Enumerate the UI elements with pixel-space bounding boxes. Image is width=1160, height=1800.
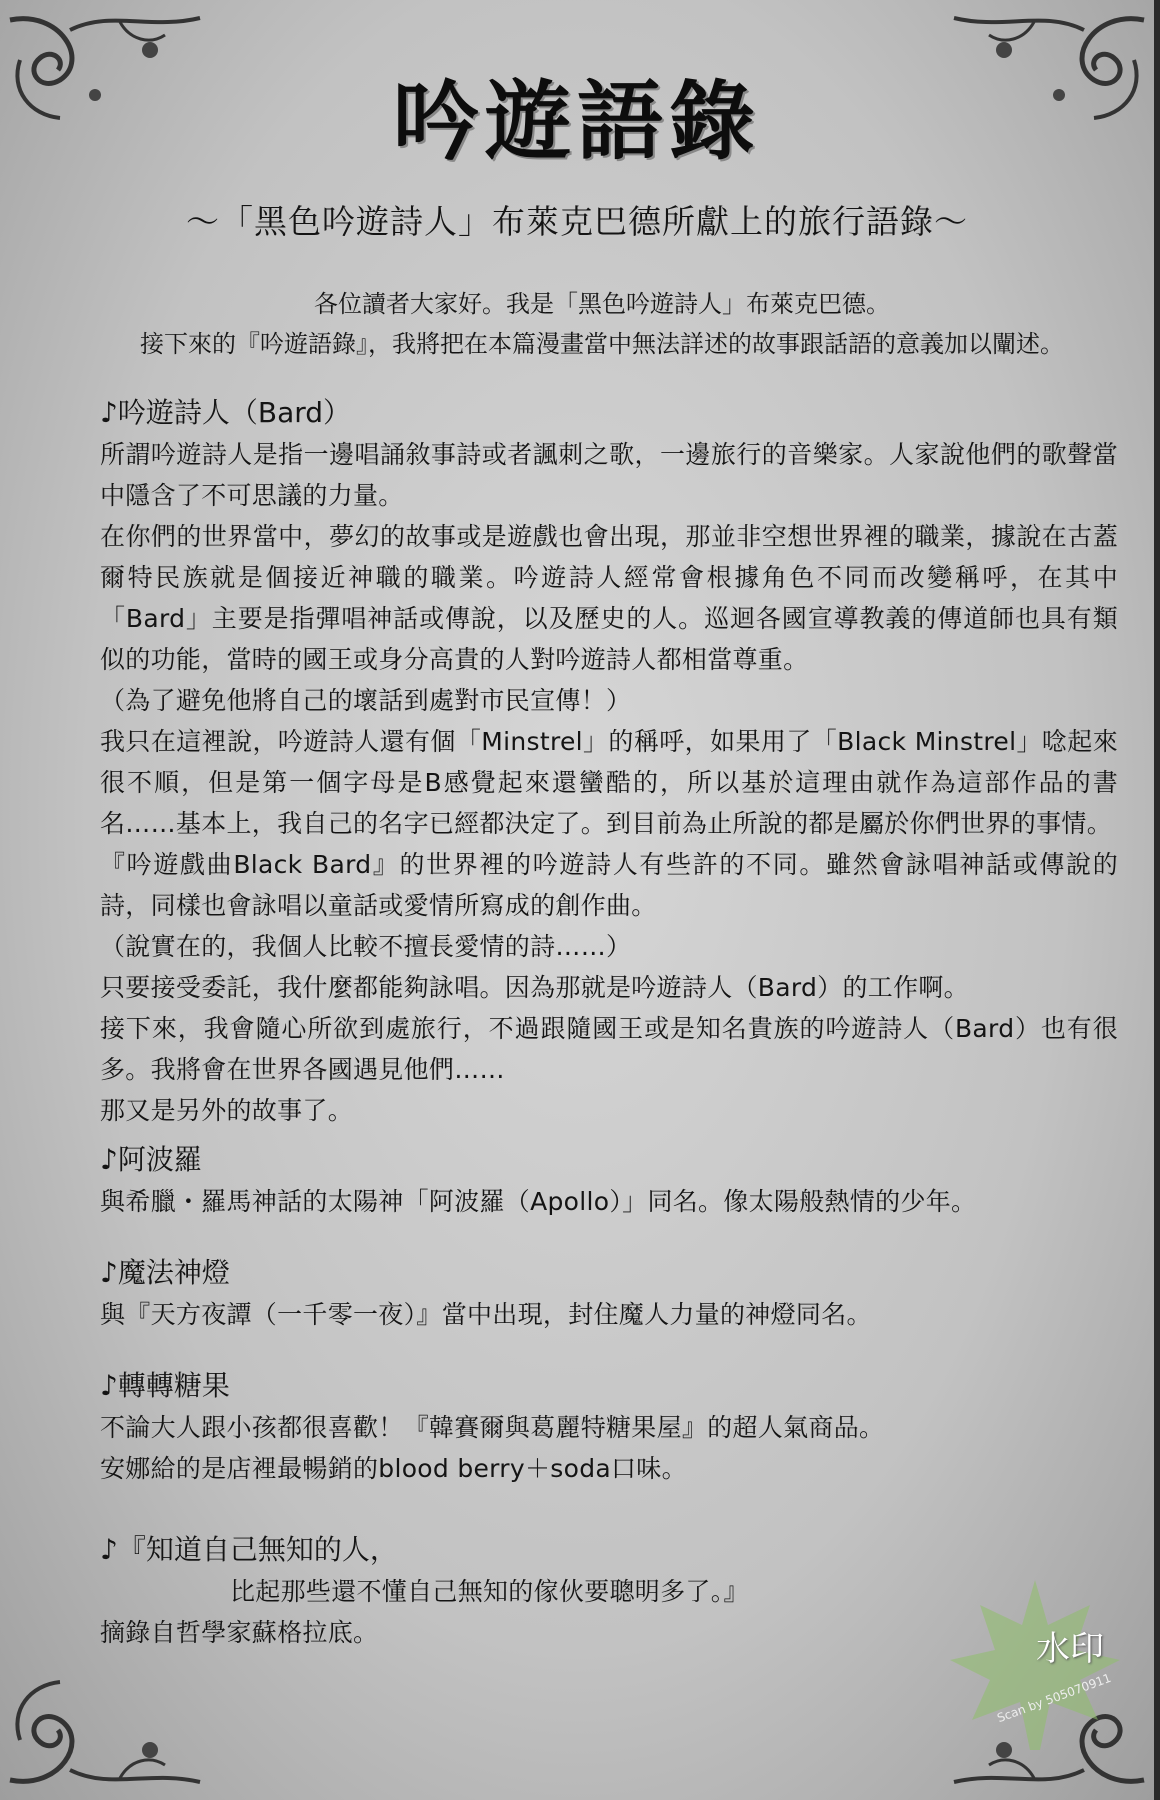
- paragraph: 安娜給的是店裡最暢銷的blood berry＋soda口味。: [100, 1454, 687, 1483]
- spacer: [100, 1131, 1118, 1139]
- paragraph: （說實在的，我個人比較不擅長愛情的詩……）: [100, 932, 632, 961]
- intro-line: 各位讀者大家好。我是「黑色吟遊詩人」布萊克巴德。: [314, 290, 890, 318]
- spacer: [100, 1222, 1118, 1252]
- spacer: [100, 1335, 1118, 1365]
- paragraph: 我只在這裡說，吟遊詩人還有個「Minstrel」的稱呼，如果用了「Black Minstrel」唸起來很不順，但是第一個字母是B感覺起來還蠻酷的，所以基於這理由就作為這部作品的書名……基本上，我自己的名字已經都決定了。到目前為止所說的都是屬於你們世界的事情。: [100, 727, 1118, 838]
- paragraph: 只要接受委託，我什麼都能夠詠唱。因為那就是吟遊詩人（Bard）的工作啊。: [100, 973, 969, 1002]
- paragraph: 不論大人跟小孩都很喜歡！『韓賽爾與葛麗特糖果屋』的超人氣商品。: [100, 1413, 885, 1442]
- section-candy: [100, 1365, 1118, 1489]
- paragraph: （為了避免他將自己的壞話到處對市民宣傳！）: [100, 686, 632, 715]
- corner-ornament-bottom-left: [0, 1670, 230, 1800]
- paragraph: 在你們的世界當中，夢幻的故事或是遊戲也會出現，那並非空想世界裡的職業，據說在古蓋爾特民族就是個接近神職的職業。吟遊詩人經常會根據角色不同而改變稱呼，在其中「Bard」主要是指彈唱神話或傳說，以及歷史的人。巡迴各國宣導教義的傳道師也具有類似的功能，當時的國王或身分高貴的人對吟遊詩人都相當尊重。: [100, 522, 1118, 674]
- page-subtitle: ～「黑色吟遊詩人」布萊克巴德所獻上的旅行語錄～: [186, 202, 968, 241]
- section-heading: ♪阿波羅: [100, 1143, 202, 1176]
- quote-line: 比起那些還不懂自己無知的傢伙要聰明多了。』: [230, 1577, 749, 1606]
- section-heading: ♪吟遊詩人（Bard）: [100, 396, 352, 429]
- intro-line: 接下來的『吟遊語錄』，我將把在本篇漫畫當中無法詳述的故事跟話語的意義加以闡述。: [140, 330, 1064, 358]
- article-body: [100, 392, 1118, 1653]
- paragraph: 接下來，我會隨心所欲到處旅行，不過跟隨國王或是知名貴族的吟遊詩人（Bard）也有很多。我將會在世界各國遇見他們……: [100, 1014, 1118, 1084]
- scroll-flourish-icon: [0, 1670, 230, 1800]
- paragraph: 與『天方夜譚（一千零一夜）』當中出現，封住魔人力量的神燈同名。: [100, 1300, 872, 1329]
- page-title: 吟遊語錄: [393, 71, 761, 172]
- watermark-text: 水印: [1036, 1629, 1104, 1669]
- paragraph: 『吟遊戲曲Black Bard』的世界裡的吟遊詩人有些許的不同。雖然會詠唱神話或傳說的詩，同樣也會詠唱以童話或愛情所寫成的創作曲。: [100, 850, 1118, 920]
- intro-block: [90, 284, 1114, 364]
- paragraph: 所謂吟遊詩人是指一邊唱誦敘事詩或者諷刺之歌，一邊旅行的音樂家。人家說他們的歌聲當中隱含了不可思議的力量。: [100, 440, 1118, 510]
- watermark-credit: Scan by 505070911: [994, 1670, 1113, 1726]
- paragraph: 與希臘・羅馬神話的太陽神「阿波羅（Apollo）」同名。像太陽般熱情的少年。: [100, 1187, 977, 1216]
- quote-line: ♪『知道自己無知的人，: [100, 1533, 398, 1566]
- section-bard: [100, 392, 1118, 1131]
- section-heading: ♪轉轉糖果: [100, 1369, 230, 1402]
- section-magic-lamp: [100, 1252, 1118, 1335]
- section-apollo: [100, 1139, 1118, 1222]
- quote-attribution: 摘錄自哲學家蘇格拉底。: [100, 1618, 379, 1647]
- paragraph: 那又是另外的故事了。: [100, 1096, 354, 1125]
- section-heading: ♪魔法神燈: [100, 1256, 230, 1289]
- spacer: [100, 1489, 1118, 1529]
